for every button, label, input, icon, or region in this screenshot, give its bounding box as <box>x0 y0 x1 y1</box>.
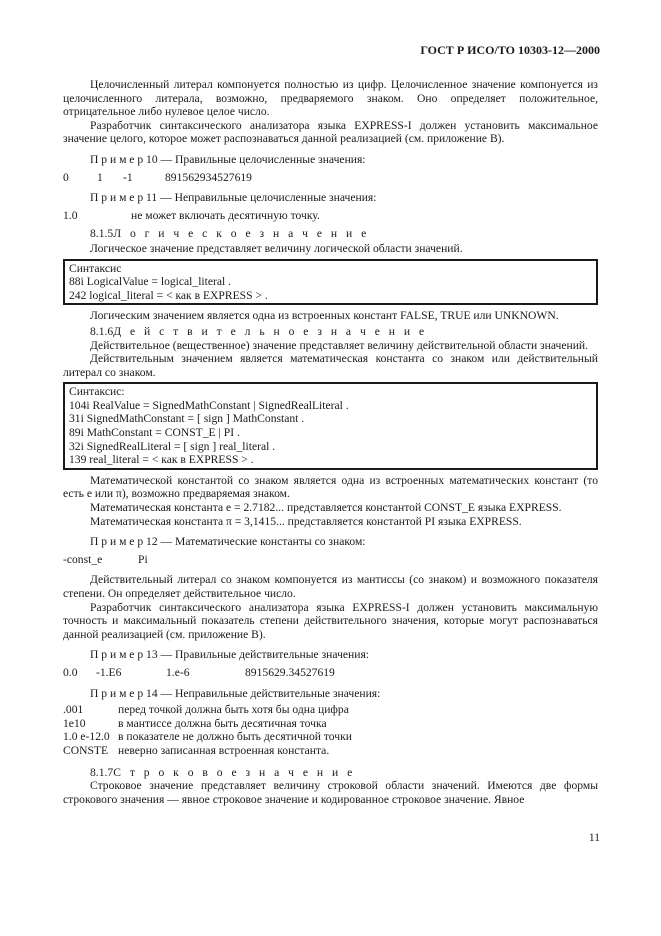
list-item: .001 перед точкой должна быть хотя бы одна цифра <box>63 703 349 717</box>
page-content <box>63 78 598 806</box>
example-14: П р и м е р 14 — Неправильные действительные значения: <box>90 686 381 700</box>
example-13: П р и м е р 13 — Правильные действительные значения: <box>90 648 370 662</box>
example-12: П р и м е р 12 — Математические константы со знаком: <box>90 535 366 549</box>
paragraph-integer-max: Разработчик синтаксического анализатора языка EXPRESS-I должен установить максимальное значение целого, которое может распознаваться данной реализацией (см. приложение В). <box>63 118 598 146</box>
list-item: 1e10 в мантиссе должна быть десятичная точка <box>63 716 327 730</box>
paragraph-string: Строковое значение представляет величину строковой области значений. Имеются две формы строкового значения — явное строковое значение и кодированное строковое значение. Явное <box>63 779 598 806</box>
standard-header: ГОСТ Р ИСО/ТО 10303-12—2000 <box>420 43 600 57</box>
paragraph-real-precision: Разработчик синтаксического анализатора языка EXPRESS-I должен установить максимальную точность и максимальный показатель степени действительного значения, которые могут распознаваться данной реализацией (см. приложение В). <box>63 600 598 641</box>
syntax-box-real: Синтаксис: 104i RealValue = SignedMathConstant | SignedRealLiteral . 31i SignedMathConstant = [ sign ] MathConstant . 89i MathConstant = CONST_E | PI . 32i SignedRealLiteral = [ sign ] real_literal . 139 real_literal = < как в EXPRESS > . <box>63 382 598 470</box>
paragraph-logical-constants: Логическим значением является одна из встроенных констант FALSE, TRUE или UNKNOWN. <box>90 309 559 323</box>
example-11-values: 1.0 не может включать десятичную точку. <box>63 208 320 222</box>
example-13-values: 0.0 -1.E6 1.e-6 8915629.34527619 <box>63 665 335 679</box>
example-10-values: 0 1 -1 891562934527619 <box>63 170 252 184</box>
paragraph-integer-literal: Целочисленный литерал компонуется полностью из цифр. Целочисленное значение компонуется из целочисленного литерала, возможно, предваряемого знаком. Оно определяет положительное, отрицательное либо нулевое целое число. <box>63 78 598 119</box>
paragraph-real-literal: Действительный литерал со знаком компонуется из мантиссы (со знаком) и возможного показателя степени. Он определяет действительное число. <box>63 573 598 600</box>
paragraph-math-constant: Математической константой со знаком является одна из встроенных математических констант (то есть e или π), возможно предваряемая знаком. <box>63 473 598 501</box>
example-10: П р и м е р 10 — Правильные целочисленные значения: <box>90 152 366 166</box>
section-8-1-7: 8.1.7С т р о к о в о е з н а ч е н и е <box>90 765 356 779</box>
paragraph-real: Действительное (вещественное) значение представляет величину действительной области значений. <box>90 338 589 352</box>
paragraph-logical: Логическое значение представляет величину логической области значений. <box>90 241 463 255</box>
section-8-1-5: 8.1.5Л о г и ч е с к о е з н а ч е н и е <box>90 227 370 241</box>
paragraph-real-kinds: Действительным значением является математическая константа со знаком или действительный литерал со знаком. <box>63 352 598 379</box>
example-14-values <box>63 703 598 757</box>
syntax-box-logical: Синтаксис 88i LogicalValue = logical_literal . 242 logical_literal = < как в EXPRESS > . <box>63 259 598 306</box>
list-item: 1.0 e-12.0 в показателе не должно быть десятичной точки <box>63 730 352 744</box>
paragraph-const-e: Математическая константа e = 2.7182... представляется константой CONST_E языка EXPRESS. <box>90 501 562 515</box>
page-number: 11 <box>588 832 600 844</box>
paragraph-const-pi: Математическая константа π = 3,1415... представляется константой PI языка EXPRESS. <box>90 514 522 528</box>
example-12-values: -const_e Pi <box>63 552 148 566</box>
example-11: П р и м е р 11 — Неправильные целочисленные значения: <box>90 191 377 205</box>
section-8-1-6: 8.1.6Д е й с т в и т е л ь н о е з н а ч е н и е <box>90 324 428 338</box>
list-item: CONSTE неверно записанная встроенная константа. <box>63 743 330 757</box>
